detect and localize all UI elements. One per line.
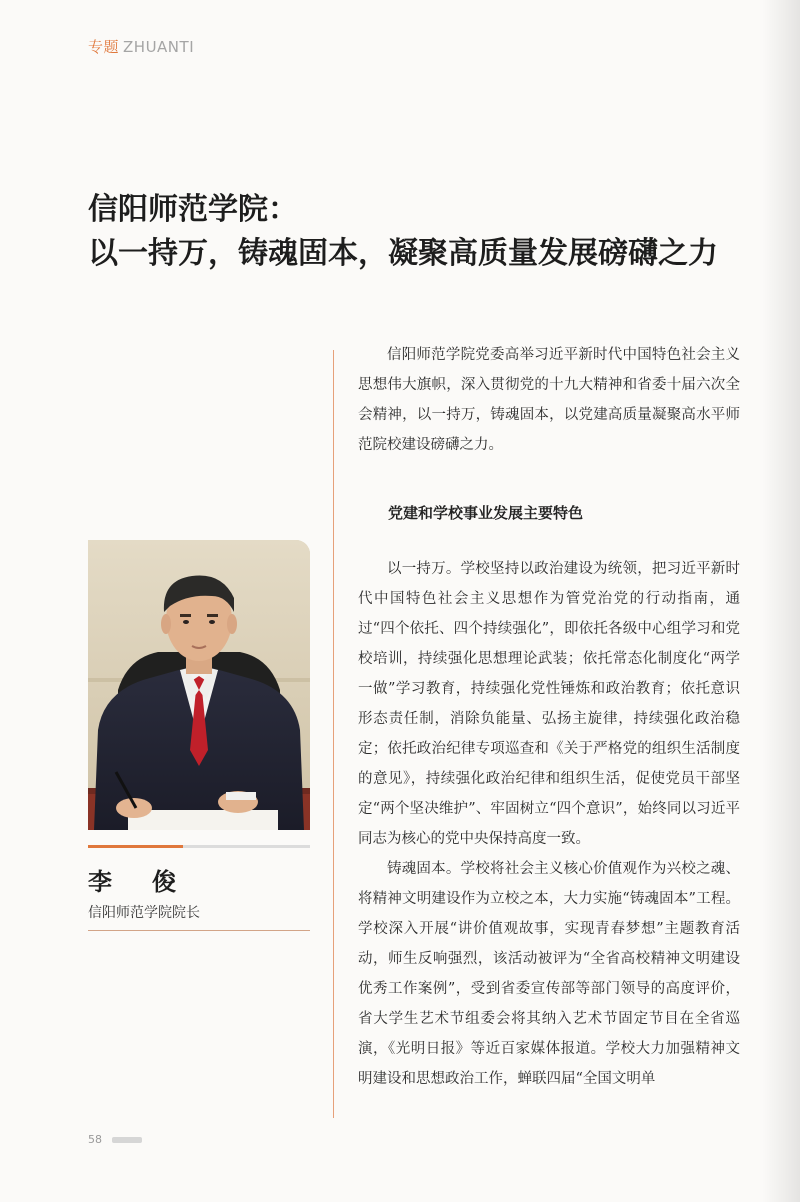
person-name: 李 俊 (88, 867, 184, 896)
person-role: 信阳师范学院院长 (88, 905, 200, 921)
section-label-en: ZHUANTI (123, 38, 195, 56)
photo-caption-accent (88, 845, 183, 848)
portrait-photo (88, 540, 310, 830)
page-number: 58 (88, 1133, 102, 1146)
section-label (88, 36, 194, 57)
article-title-line2: 以一持万，铸魂固本，凝聚高质量发展磅礴之力 (88, 236, 718, 271)
column-divider (333, 350, 334, 1118)
article-title (88, 188, 768, 276)
article-paragraph: 铸魂固本。学校将社会主义核心价值观作为兴校之魂、将精神文明建设作为立校之本，大力实施“铸魂固本”工程。学校深入开展“讲价值观故事，实现青春梦想”主题教育活动，师生反响强烈，该活动被评为“全省高校精神文明建设优秀工作案例”，受到省委宣传部等部门领导的高度评价，省大学生艺术节组委会将其纳入艺术节固定节目在全省巡演，《光明日报》等近百家媒体报道。学校大力加强精神文明建设和思想政治工作，蝉联四届“全国文明单 (358, 861, 740, 1087)
footer-mark (112, 1137, 142, 1143)
article-subheading: 党建和学校事业发展主要特色 (388, 504, 584, 522)
article-body (358, 340, 740, 1094)
article-title-line1: 信阳师范学院： (88, 192, 298, 227)
page-edge-shadow (762, 0, 800, 1202)
article-intro: 信阳师范学院党委高举习近平新时代中国特色社会主义思想伟大旗帜，深入贯彻党的十九大精神和省委十届六次全会精神，以一持万，铸魂固本，以党建高质量凝聚高水平师范院校建设磅礴之力。 (358, 347, 740, 453)
section-label-cn: 专题 (88, 38, 120, 56)
article-paragraph: 以一持万。学校坚持以政治建设为统领，把习近平新时代中国特色社会主义思想作为管党治党的行动指南，通过“四个依托、四个持续强化”，即依托各级中心组学习和党校培训，持续强化思想理论武装；依托常态化制度化“两学一做”学习教育，持续强化党性锤炼和政治教育；依托意识形态责任制，消除负能量、弘扬主旋律，持续强化政治稳定；依托政治纪律专项巡查和《关于严格党的组织生活制度的意见》，持续强化政治纪律和组织生活，促使党员干部坚定“两个坚决维护”、牢固树立“四个意识”，始终同以习近平同志为核心的党中央保持高度一致。 (358, 561, 740, 847)
photo-caption-bar (88, 845, 310, 848)
person-role-rule (88, 930, 310, 931)
